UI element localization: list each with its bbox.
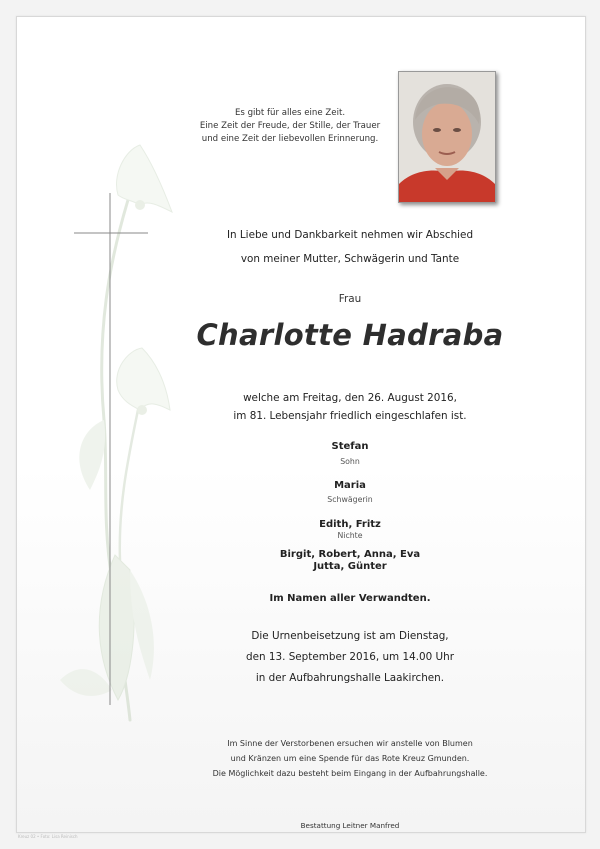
death-line: welche am Freitag, den 26. August 2016,	[243, 392, 457, 404]
burial-line: Die Urnenbeisetzung ist am Dienstag,	[251, 630, 449, 642]
funeral-home: Bestattung Leitner Manfred	[300, 821, 400, 830]
relative-group	[150, 549, 550, 573]
request-line: und Kränzen um eine Spende für das Rote Kreuz Gmunden.	[230, 754, 470, 763]
request-line: Die Möglichkeit dazu besteht beim Eingang in der Aufbahrungshalle.	[212, 769, 488, 778]
portrait-photo	[398, 71, 496, 203]
relative-role: Nichte	[337, 531, 363, 540]
death-line: im 81. Lebensjahr friedlich eingeschlafen ist.	[233, 410, 467, 422]
relative-role: Sohn	[340, 457, 360, 466]
quote-line: Es gibt für alles eine Zeit.	[234, 108, 346, 118]
relative-name: Jutta, Günter	[313, 561, 387, 572]
burial-details	[150, 626, 550, 689]
burial-line: den 13. September 2016, um 14.00 Uhr	[245, 651, 454, 663]
relative-name: Birgit, Robert, Anna, Eva	[279, 549, 421, 560]
relative-name: Edith, Fritz	[319, 519, 381, 530]
quote-line: und eine Zeit der liebevollen Erinnerung.	[201, 134, 379, 144]
closing-line: Im Namen aller Verwandten.	[269, 593, 431, 604]
intro-line: In Liebe und Dankbarkeit nehmen wir Abschied	[226, 229, 474, 241]
quote-line: Eine Zeit der Freude, der Stille, der Trauer	[199, 121, 381, 131]
intro-line: von meiner Mutter, Schwägerin und Tante	[240, 253, 460, 265]
salutation: Frau	[338, 293, 362, 305]
memorial-quote	[190, 107, 390, 146]
deceased-name: Charlotte Hadraba	[196, 318, 504, 352]
relative-name: Maria	[334, 480, 366, 491]
death-notice	[150, 389, 550, 425]
relative-role: Schwägerin	[327, 495, 373, 504]
farewell-intro	[150, 223, 550, 271]
relative-name: Stefan	[331, 441, 369, 452]
donation-request	[150, 736, 550, 781]
request-line: Im Sinne der Verstorbenen ersuchen wir anstelle von Blumen	[227, 739, 473, 748]
imprint: Kreuz 02 • Foto: Lisa Reinisch	[18, 834, 78, 839]
burial-line: in der Aufbahrungshalle Laakirchen.	[255, 672, 445, 684]
